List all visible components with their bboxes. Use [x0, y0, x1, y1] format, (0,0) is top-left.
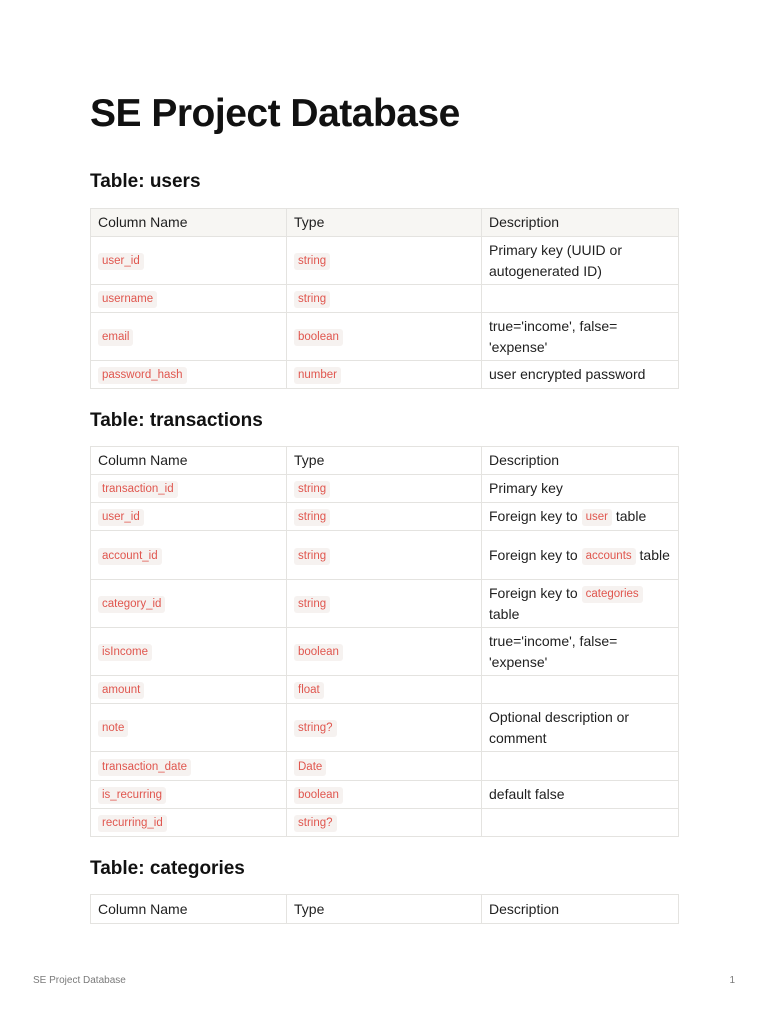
column-type-cell — [287, 531, 482, 580]
column-name-cell — [91, 676, 287, 704]
column-type-cell — [287, 676, 482, 704]
column-name-code: category_id — [98, 596, 165, 613]
column-type-cell — [287, 361, 482, 389]
column-description-cell — [482, 580, 679, 628]
column-type-cell — [287, 313, 482, 361]
column-type-code: string? — [294, 815, 337, 832]
column-description-cell — [482, 285, 679, 313]
column-description-cell — [482, 503, 679, 531]
column-header-description: Description — [482, 209, 679, 237]
column-name-code: amount — [98, 682, 144, 699]
footer-page-number: 1 — [729, 975, 735, 986]
column-name-cell — [91, 237, 287, 285]
column-type-cell — [287, 580, 482, 628]
column-name-code: username — [98, 291, 157, 308]
categories-table — [90, 894, 679, 924]
users-table — [90, 208, 679, 389]
table-header-row — [91, 895, 679, 924]
column-type-cell — [287, 704, 482, 752]
description-text: true='income', false= 'expense' — [489, 318, 618, 355]
column-name-cell — [91, 580, 287, 628]
table-row — [91, 237, 679, 285]
table-header-row — [91, 447, 679, 475]
column-type-cell — [287, 781, 482, 809]
column-name-cell — [91, 781, 287, 809]
column-type-code: boolean — [294, 644, 343, 661]
inline-code-reference: categories — [582, 586, 643, 603]
table-row — [91, 285, 679, 313]
column-name-cell — [91, 503, 287, 531]
column-description-cell — [482, 752, 679, 781]
description-text: Foreign key to — [489, 508, 582, 525]
description-text: Primary key — [489, 480, 563, 497]
table-row — [91, 580, 679, 628]
table-row — [91, 503, 679, 531]
table-row — [91, 676, 679, 704]
description-text: default false — [489, 786, 565, 803]
column-type-code: boolean — [294, 787, 343, 804]
column-name-cell — [91, 809, 287, 837]
column-type-cell — [287, 809, 482, 837]
column-type-cell — [287, 752, 482, 781]
page-title: SE Project Database — [90, 92, 460, 135]
section-heading-transactions: Table: transactions — [90, 410, 263, 431]
column-name-code: user_id — [98, 253, 144, 270]
column-header-type: Type — [287, 447, 482, 475]
column-name-cell — [91, 361, 287, 389]
table-row — [91, 752, 679, 781]
column-type-code: float — [294, 682, 324, 699]
column-type-code: string — [294, 481, 330, 498]
section-heading-categories: Table: categories — [90, 858, 245, 879]
column-header-description: Description — [482, 895, 679, 924]
column-description-cell — [482, 313, 679, 361]
description-text: table — [489, 605, 520, 622]
column-header-name: Column Name — [91, 447, 287, 475]
column-name-code: recurring_id — [98, 815, 167, 832]
column-header-name: Column Name — [91, 209, 287, 237]
column-type-cell — [287, 285, 482, 313]
table-row — [91, 781, 679, 809]
column-description-cell — [482, 475, 679, 503]
column-description-cell — [482, 676, 679, 704]
table-row — [91, 809, 679, 837]
column-type-code: Date — [294, 759, 326, 776]
column-name-cell — [91, 704, 287, 752]
table-header-row — [91, 209, 679, 237]
column-name-code: transaction_date — [98, 759, 191, 776]
column-header-description: Description — [482, 447, 679, 475]
column-type-code: boolean — [294, 329, 343, 346]
column-description-cell — [482, 361, 679, 389]
column-name-code: password_hash — [98, 367, 187, 384]
description-text: table — [611, 508, 647, 525]
column-description-cell — [482, 809, 679, 837]
description-text: user encrypted password — [489, 366, 646, 383]
column-type-code: string — [294, 596, 330, 613]
column-type-code: string? — [294, 720, 337, 737]
column-name-code: is_recurring — [98, 787, 166, 804]
column-description-cell — [482, 704, 679, 752]
table-row — [91, 475, 679, 503]
column-name-cell — [91, 285, 287, 313]
column-description-cell — [482, 781, 679, 809]
table-row — [91, 531, 679, 580]
column-type-cell — [287, 503, 482, 531]
column-name-cell — [91, 628, 287, 676]
column-name-code: account_id — [98, 548, 162, 565]
inline-code-reference: accounts — [582, 548, 636, 565]
transactions-table — [90, 446, 679, 837]
column-name-cell — [91, 752, 287, 781]
column-type-code: string — [294, 253, 330, 270]
column-type-code: string — [294, 291, 330, 308]
column-name-code: email — [98, 329, 133, 346]
column-description-cell — [482, 531, 679, 580]
footer-document-title: SE Project Database — [33, 975, 126, 986]
column-type-code: string — [294, 509, 330, 526]
column-header-type: Type — [287, 895, 482, 924]
table-row — [91, 628, 679, 676]
column-name-cell — [91, 531, 287, 580]
column-header-name: Column Name — [91, 895, 287, 924]
table-row — [91, 361, 679, 389]
column-type-cell — [287, 475, 482, 503]
column-name-cell — [91, 475, 287, 503]
column-type-code: number — [294, 367, 341, 384]
column-type-code: string — [294, 548, 330, 565]
column-name-code: isIncome — [98, 644, 152, 661]
column-header-type: Type — [287, 209, 482, 237]
column-type-cell — [287, 628, 482, 676]
description-text: Optional description or comment — [489, 709, 630, 746]
column-name-code: note — [98, 720, 128, 737]
description-text: Foreign key to — [489, 546, 582, 563]
column-name-code: transaction_id — [98, 481, 178, 498]
table-row — [91, 313, 679, 361]
table-row — [91, 704, 679, 752]
column-description-cell — [482, 628, 679, 676]
description-text: true='income', false= 'expense' — [489, 633, 618, 670]
section-heading-users: Table: users — [90, 171, 201, 192]
description-text: Foreign key to — [489, 585, 582, 602]
description-text: Primary key (UUID or autogenerated ID) — [489, 242, 623, 279]
column-description-cell — [482, 237, 679, 285]
description-text: table — [635, 546, 670, 563]
column-type-cell — [287, 237, 482, 285]
inline-code-reference: user — [582, 509, 612, 526]
column-name-cell — [91, 313, 287, 361]
column-name-code: user_id — [98, 509, 144, 526]
